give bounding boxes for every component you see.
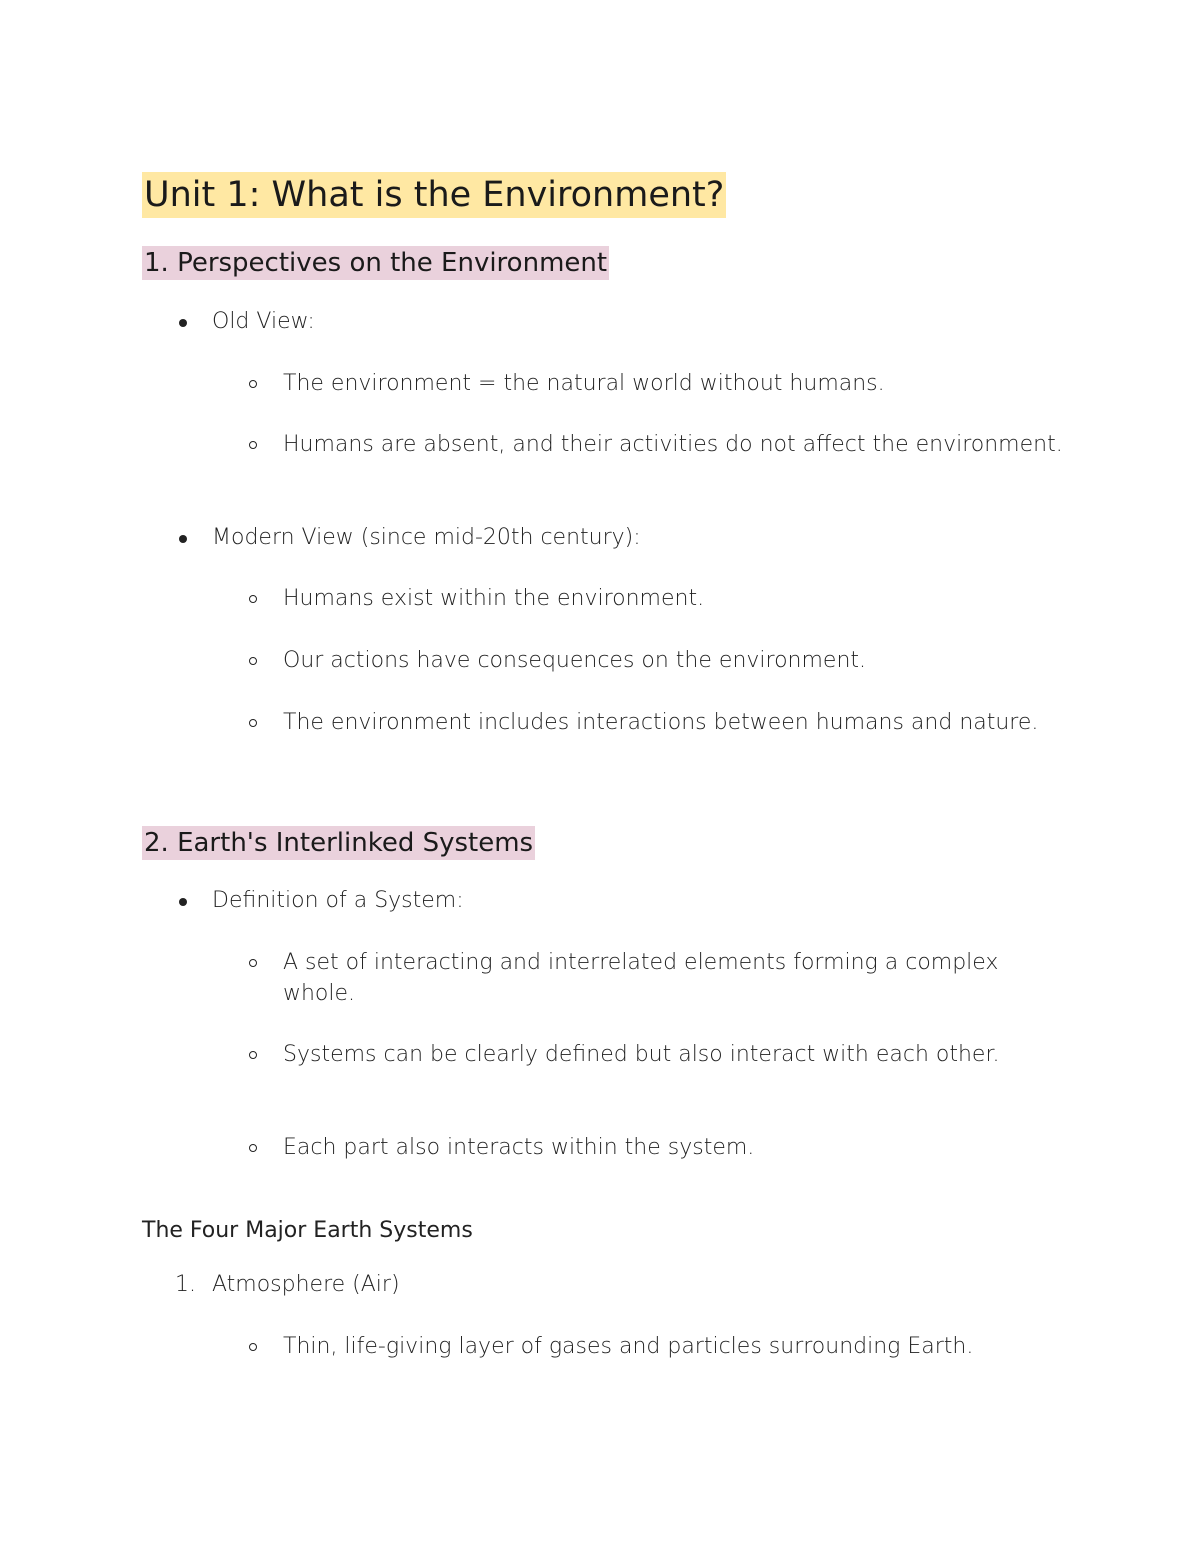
list-item <box>283 583 1063 614</box>
hollow-bullet-icon <box>249 1051 257 1059</box>
hollow-bullet-icon <box>249 719 257 727</box>
page-title: Unit 1: What is the Environment? <box>142 172 726 218</box>
hollow-bullet-icon <box>249 1144 257 1152</box>
list-number: 1. <box>175 1272 196 1297</box>
hollow-bullet-icon <box>249 959 257 967</box>
subheading-four-systems: The Four Major Earth Systems <box>142 1218 473 1243</box>
list-item <box>283 1331 1063 1362</box>
list-item <box>283 368 1063 399</box>
list-item-text: A set of interacting and interrelated elements forming a complex whole. <box>283 950 999 1006</box>
list-item-old-view <box>212 306 1062 337</box>
list-item <box>283 1039 1063 1070</box>
section-heading-systems: 2. Earth's Interlinked Systems <box>144 828 534 858</box>
list-item-text: The environment = the natural world without humans. <box>283 371 885 396</box>
list-item-label: Definition of a System: <box>212 888 464 913</box>
section-heading-perspectives: 1. Perspectives on the Environment <box>144 248 608 278</box>
list-item <box>283 1132 1063 1163</box>
list-item <box>283 429 1063 460</box>
list-item-label: Old View: <box>212 309 315 334</box>
bullet-icon <box>179 898 187 906</box>
list-item-text: Humans exist within the environment. <box>283 586 705 611</box>
hollow-bullet-icon <box>249 1343 257 1351</box>
list-item <box>283 645 1063 676</box>
list-item-text: Each part also interacts within the system. <box>283 1135 755 1160</box>
list-item-label: Modern View (since mid-20th century): <box>212 525 641 550</box>
list-item-definition <box>212 885 1062 916</box>
list-item-label: Atmosphere (Air) <box>212 1272 400 1297</box>
hollow-bullet-icon <box>249 595 257 603</box>
list-item-text: The environment includes interactions between humans and nature. <box>283 710 1039 735</box>
list-item-text: Thin, life-giving layer of gases and particles surrounding Earth. <box>283 1334 974 1359</box>
numbered-item-atmosphere <box>175 1269 1062 1300</box>
hollow-bullet-icon <box>249 380 257 388</box>
list-item <box>283 947 1063 1009</box>
bullet-icon <box>179 535 187 543</box>
hollow-bullet-icon <box>249 657 257 665</box>
list-item-text: Humans are absent, and their activities do not affect the environment. <box>283 432 1063 457</box>
list-item-text: Systems can be clearly defined but also interact with each other. <box>283 1042 1000 1067</box>
list-item <box>283 707 1063 738</box>
list-item-text: Our actions have consequences on the environment. <box>283 648 867 673</box>
hollow-bullet-icon <box>249 441 257 449</box>
list-item-modern-view <box>212 522 1062 553</box>
bullet-icon <box>179 319 187 327</box>
